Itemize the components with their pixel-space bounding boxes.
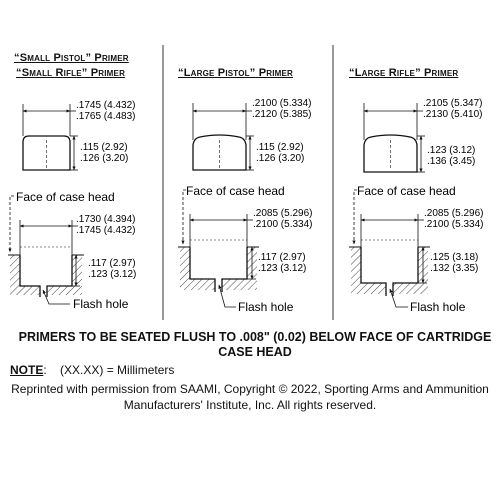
panel-1-pocket-depth-min: .117 (2.97) [88, 258, 136, 269]
panel-2-primer-drawing [193, 103, 254, 170]
seating-instruction: PRIMERS TO BE SEATED FLUSH TO .008" (0.02) BELOW FACE OF CARTRIDGE CASE HEAD [18, 330, 492, 359]
units-note: NOTE: (XX.XX) = Millimeters [10, 363, 175, 377]
panel-3-primer-dia-max: .2130 (5.410) [423, 109, 483, 120]
panel-1-primer-drawing [23, 104, 78, 170]
panel-3-pocket-depth-max: .132 (3.35) [430, 263, 479, 274]
panel-3-face-label: Face of case head [357, 184, 456, 198]
panel-1-face-label: Face of case head [16, 190, 115, 204]
panel-1-title-line-2: “Small Rifle” Primer [16, 67, 126, 79]
panel-3-pocket-dia-min: .2085 (5.296) [424, 208, 484, 219]
panel-3-pocket-depth-min: .125 (3.18) [430, 252, 479, 263]
panel-2-pocket-dia-min: .2085 (5.296) [253, 208, 313, 219]
panel-2-primer-ht-min: .115 (2.92) [256, 142, 304, 153]
panel-1-pocket-depth-max: .123 (3.12) [88, 269, 137, 280]
panel-2-flash-label: Flash hole [238, 300, 294, 314]
panel-1-primer-ht-max: .126 (3.20) [80, 153, 129, 164]
panel-1-pocket-dia-max: .1745 (4.432) [76, 225, 136, 236]
panel-3-primer-ht-max: .136 (3.45) [427, 156, 476, 167]
panel-2-pocket-depth-max: .123 (3.12) [258, 263, 307, 274]
panel-2-pocket-depth-min: .117 (2.97) [258, 252, 306, 263]
panel-1-primer-dia-min: .1765 (4.483) [76, 111, 136, 122]
copyright-credit: Reprinted with permission from SAAMI, Copyright © 2022, Sporting Arms and Ammunition Manufacturers' Institute, Inc. All rights reserved. [11, 382, 489, 412]
panel-2-pocket-dia-max: .2100 (5.334) [253, 219, 313, 230]
panel-3-primer-drawing [364, 103, 425, 172]
panel-2-primer-dia-max: .2120 (5.385) [252, 109, 312, 120]
panel-3-pocket-drawing [349, 190, 430, 307]
note-key: NOTE [10, 363, 44, 377]
note-text: (XX.XX) = Millimeters [60, 363, 175, 377]
panel-1-title-line-1: “Small Pistol” Primer [14, 52, 129, 64]
panel-2-primer-ht-max: .126 (3.20) [256, 153, 305, 164]
panel-2-face-label: Face of case head [186, 184, 285, 198]
panel-1-pocket-dia-min: .1730 (4.394) [76, 214, 136, 225]
panel-3-primer-dia-min: .2105 (5.347) [423, 98, 483, 109]
panel-3-primer-ht-min: .123 (3.12) [427, 145, 476, 156]
panel-1-pocket-drawing [8, 196, 84, 304]
panel-2-pocket-drawing [178, 190, 259, 307]
panel-3-title: “Large Rifle” Primer [349, 67, 459, 79]
panel-3-pocket-dia-max: .2100 (5.334) [424, 219, 484, 230]
panel-2-title: “Large Pistol” Primer [178, 67, 294, 79]
panel-2-primer-dia-min: .2100 (5.334) [252, 98, 312, 109]
panel-1-primer-dia-max: .1745 (4.432) [76, 100, 136, 111]
panel-1-primer-ht-min: .115 (2.92) [80, 142, 128, 153]
panel-1-flash-label: Flash hole [73, 297, 129, 311]
panel-3-flash-label: Flash hole [410, 300, 466, 314]
